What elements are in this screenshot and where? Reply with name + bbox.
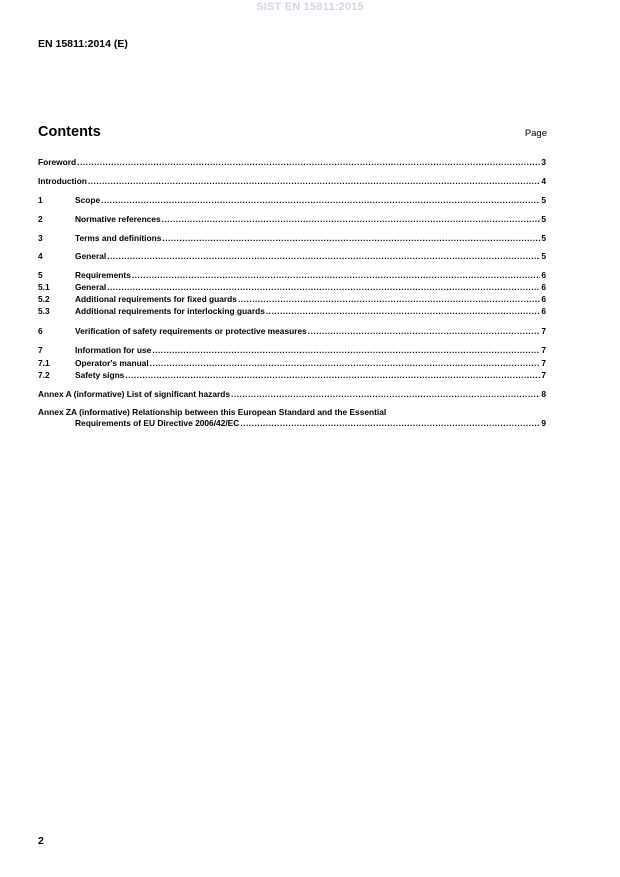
toc-leader: [266, 306, 540, 317]
watermark: SIST EN 15811:2015: [256, 1, 364, 13]
toc-entry-number: 2: [38, 214, 43, 224]
toc-leader: [231, 389, 540, 400]
toc-entry-title: Additional requirements for interlocking guards: [75, 306, 265, 316]
toc-entry-number: 6: [38, 326, 43, 336]
toc-entry-title: Additional requirements for fixed guards: [75, 294, 237, 304]
toc-entry-title-line2: Requirements of EU Directive 2006/42/EC: [75, 417, 240, 428]
toc-leader: [107, 282, 540, 293]
toc-entry-page: 7: [541, 326, 546, 336]
toc-entry-annex-a[interactable]: [38, 389, 546, 400]
toc-entry-title: Normative references: [75, 214, 161, 224]
contents-heading: Contents: [38, 124, 101, 140]
toc-entry-number: 5.1: [38, 282, 50, 292]
toc-entry-number: 7.1: [38, 358, 50, 368]
toc-entry-terms-and-definitions[interactable]: [38, 233, 546, 244]
toc-entry-verification[interactable]: [38, 326, 546, 337]
toc-entry-number: 3: [38, 233, 43, 243]
toc-entry-title: General: [75, 251, 107, 261]
toc-leader: [238, 294, 540, 305]
toc-entry-page: 7: [541, 345, 546, 355]
toc-entry-title: Foreword: [38, 157, 77, 167]
toc-entry-number: 7: [38, 345, 43, 355]
toc-leader: [162, 214, 541, 225]
toc-leader: [77, 157, 540, 168]
toc-entry-information-for-use[interactable]: [38, 345, 546, 356]
toc-leader: [107, 251, 540, 262]
toc-entry-page: 8: [541, 389, 546, 399]
toc-entry-page: 7: [541, 358, 546, 368]
toc-entry-page: 4: [541, 176, 546, 186]
toc-entry-general[interactable]: [38, 251, 546, 262]
toc-entry-foreword[interactable]: [38, 157, 546, 168]
toc-entry-title: Safety signs: [75, 370, 125, 380]
toc-entry-title: Annex A (informative) List of significant hazards: [38, 389, 231, 399]
toc-leader: [162, 233, 540, 244]
toc-leader: [132, 270, 540, 281]
toc-entry-page: 7: [541, 370, 546, 380]
toc-entry-title: Scope: [75, 195, 101, 205]
toc-entry-introduction[interactable]: [38, 176, 546, 187]
toc-entry-page: 5: [541, 233, 546, 243]
toc-entry-title: General: [75, 282, 107, 292]
toc-entry-title: Introduction: [38, 176, 87, 186]
toc-entry-title: Terms and definitions: [75, 233, 162, 243]
toc-entry-number: 5.2: [38, 294, 50, 304]
toc-entry-number: 7.2: [38, 370, 50, 380]
toc-entry-annex-za[interactable]: [38, 407, 546, 428]
toc-leader: [308, 326, 541, 337]
toc-entry-page: 5: [541, 195, 546, 205]
toc-entry-page: 3: [541, 157, 546, 167]
toc-entry-safety-signs[interactable]: [38, 370, 546, 381]
toc-entry-requirements-general[interactable]: [38, 282, 546, 293]
toc-entry-page: 6: [541, 270, 546, 280]
toc-leader: [240, 418, 540, 429]
toc-entry-title: Verification of safety requirements or protective measures: [75, 326, 307, 336]
toc-entry-title: Information for use: [75, 345, 152, 355]
toc-entry-title-line1: Annex ZA (informative) Relationship between this European Standard and the Essential: [38, 407, 387, 417]
toc-entry-page: 5: [541, 214, 546, 224]
toc-entry-page: 6: [541, 294, 546, 304]
toc-leader: [152, 345, 540, 356]
toc-entry-number: 5.3: [38, 306, 50, 316]
toc-entry-page: 9: [541, 417, 546, 428]
page-column-label: Page: [524, 128, 547, 139]
toc-entry-number: 4: [38, 251, 43, 261]
toc-entry-title: Requirements: [75, 270, 131, 280]
document-id: EN 15811:2014 (E): [38, 38, 128, 50]
toc-entry-title: Operator's manual: [75, 358, 149, 368]
toc-entry-scope[interactable]: [38, 195, 546, 206]
toc-entry-requirements[interactable]: [38, 270, 546, 281]
page-number: 2: [38, 835, 44, 847]
toc-entry-number: 5: [38, 270, 43, 280]
toc-entry-page: 6: [541, 282, 546, 292]
toc-entry-page: 6: [541, 306, 546, 316]
toc-leader: [125, 370, 540, 381]
toc-entry-interlocking-guards[interactable]: [38, 306, 546, 317]
toc-entry-number: 1: [38, 195, 43, 205]
toc-entry-normative-references[interactable]: [38, 214, 546, 225]
toc-leader: [88, 176, 540, 187]
toc-leader: [150, 358, 541, 369]
toc-entry-fixed-guards[interactable]: [38, 294, 546, 305]
toc-entry-operators-manual[interactable]: [38, 358, 546, 369]
toc-leader: [101, 195, 540, 206]
toc-entry-page: 5: [541, 251, 546, 261]
